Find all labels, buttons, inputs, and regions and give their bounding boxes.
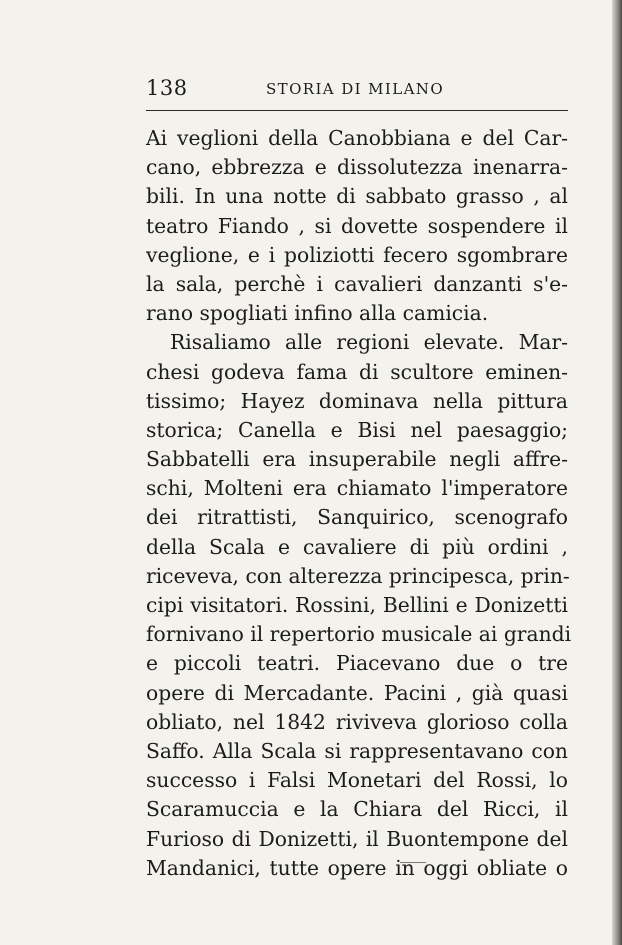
text-line: chesi godeva fama di scultore eminen- <box>146 359 568 384</box>
text-line: cano, ebbrezza e dissolutezza inenarra- <box>146 155 568 180</box>
text-line: Ai veglioni della Canobbiana e del Car- <box>146 126 568 150</box>
text-line: Risaliamo alle regioni elevate. Mar- <box>170 330 568 355</box>
footer-mark <box>400 862 426 863</box>
text-line: schi, Molteni era chiamato l'imperatore <box>146 476 568 501</box>
text-line: della Scala e cavaliere di più ordini , <box>146 534 568 559</box>
text-line: Sabbatelli era insuperabile negli affre- <box>146 447 568 472</box>
text-line: obliato, nel 1842 riviveva glorioso colla <box>146 709 568 734</box>
text-line: dei ritrattisti, Sanquirico, scenografo <box>146 505 568 530</box>
text-line: bili. In una notte di sabbato grasso , al <box>146 184 568 209</box>
text-line: e piccoli teatri. Piacevano due o tre <box>146 651 568 676</box>
text-line: fornivano il repertorio musicale ai grandi <box>146 622 572 647</box>
paragraph-1 <box>146 124 568 328</box>
text-line: Saffo. Alla Scala si rappresentavano con <box>146 738 568 763</box>
text-line: cipi visitatori. Rossini, Bellini e Donizetti <box>146 593 568 617</box>
text-line: Mandanici, tutte opere in oggi obliate o <box>146 855 568 880</box>
text-line: opere di Mercadante. Pacini , già quasi <box>146 680 568 705</box>
text-line: storica; Canella e Bisi nel paesaggio; <box>146 417 568 442</box>
text-line: riceveva, con alterezza principesca, prin- <box>146 563 570 588</box>
text-line: successo i Falsi Monetari del Rossi, lo <box>146 768 568 793</box>
header-rule <box>146 110 568 111</box>
text-line: Scaramuccia e la Chiara del Ricci, il <box>146 797 568 822</box>
text-line: Furioso di Donizetti, il Buontempone del <box>146 826 568 851</box>
text-line: la sala, perchè i cavalieri danzanti s'e- <box>146 271 568 296</box>
page-header <box>146 76 566 102</box>
text-line: rano spogliati infino alla camicia. <box>146 301 489 326</box>
body-text <box>146 124 572 883</box>
binding-edge <box>612 0 622 945</box>
text-line: tissimo; Hayez dominava nella pittura <box>146 388 568 413</box>
running-title: STORIA DI MILANO <box>266 80 445 98</box>
page-number: 138 <box>146 76 188 100</box>
text-line: veglione, e i poliziotti fecero sgombrare <box>146 242 568 267</box>
paragraph-2 <box>146 328 572 883</box>
text-line: teatro Fiando , si dovette sospendere il <box>146 213 568 238</box>
